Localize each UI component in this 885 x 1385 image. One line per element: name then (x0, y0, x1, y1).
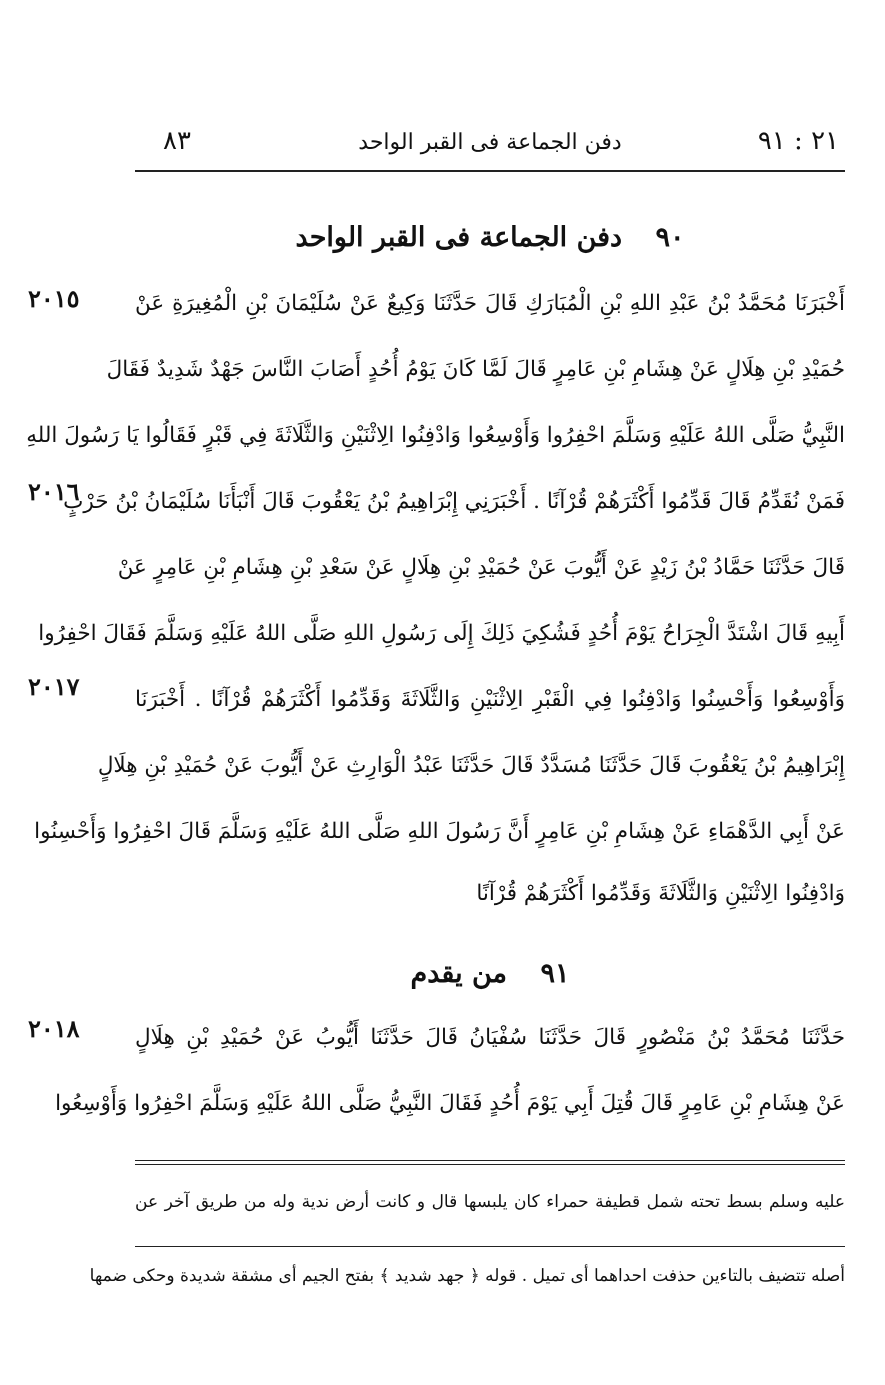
footnote-rule (135, 1246, 845, 1247)
section-heading-90 (135, 222, 845, 253)
footnote-line: عليه وسلم بسط تحته شمل قطيفة حمراء كان يلبسها قال و كانت أرض ندية وله من طريق آخر عن (135, 1192, 845, 1212)
section-number: ٩١ (540, 958, 570, 989)
running-title: دفن الجماعة فى القبر الواحد (358, 130, 622, 155)
text-line: فَمَنْ نُقَدِّمُ قَالَ قَدِّمُوا أَكْثَرَهُمْ قُرْآنًا . أَخْبَرَنِي إِبْرَاهِيمُ بْنُ يَعْقُوبَ قَالَ أَنْبَأَنَا سُلَيْمَانُ بْنُ حَرْبٍ (63, 489, 845, 514)
section-number: ٩٠ (655, 222, 685, 253)
text-line: حُمَيْدِ بْنِ هِلَالٍ عَنْ هِشَامِ بْنِ عَامِرٍ قَالَ لَمَّا كَانَ يَوْمُ أُحُدٍ أَصَابَ النَّاسَ جَهْدٌ شَدِيدٌ فَقَالَ (106, 357, 845, 382)
text-line: عَنْ هِشَامِ بْنِ عَامِرٍ قَالَ قُتِلَ أَبِي يَوْمَ أُحُدٍ فَقَالَ النَّبِيُّ صَلَّى اللهُ عَلَيْهِ وَسَلَّمَ احْفِرُوا وَأَوْسِعُوا (55, 1091, 845, 1116)
hadith-number-2016: ٢٠١٦ (28, 477, 80, 506)
page-number: ٨٣ (163, 126, 191, 156)
footnote-separator (135, 1160, 845, 1165)
hadith-number-2018: ٢٠١٨ (28, 1014, 80, 1043)
chapter-verse-reference: ٢١ : ٩١ (757, 126, 839, 156)
running-header (135, 118, 845, 170)
hadith-number-2015: ٢٠١٥ (28, 284, 80, 313)
hadith-number-2017: ٢٠١٧ (28, 672, 80, 701)
section-title: دفن الجماعة فى القبر الواحد (295, 222, 623, 253)
text-line: عَنْ أَبِي الدَّهْمَاءِ عَنْ هِشَامِ بْنِ عَامِرٍ أَنَّ رَسُولَ اللهِ صَلَّى اللهُ عَلَيْهِ وَسَلَّمَ قَالَ احْفِرُوا وَأَحْسِنُوا (34, 819, 845, 844)
header-rule (135, 170, 845, 172)
section-heading-91 (135, 958, 845, 989)
text-line: وَادْفِنُوا الِاثْنَيْنِ وَالثَّلَاثَةَ وَقَدِّمُوا أَكْثَرَهُمْ قُرْآنًا (476, 881, 845, 906)
text-line: النَّبِيُّ صَلَّى اللهُ عَلَيْهِ وَسَلَّمَ احْفِرُوا وَأَوْسِعُوا وَادْفِنُوا الِاثْنَيْنِ وَالثَّلَاثَةَ فِي قَبْرٍ فَقَالُوا يَا رَسُولَ اللهِ (26, 423, 845, 448)
footnote-line: أصله تتضيف بالتاءين حذفت احداهما أى تميل . قوله ﴿ جهد شديد ﴾ بفتح الجيم أى مشقة شديدة وحكى ضمها (89, 1266, 845, 1286)
text-line: أَبِيهِ قَالَ اشْتَدَّ الْجِرَاحُ يَوْمَ أُحُدٍ فَشُكِيَ ذَلِكَ إِلَى رَسُولِ اللهِ صَلَّى اللهُ عَلَيْهِ وَسَلَّمَ فَقَالَ احْفِرُوا (38, 621, 845, 646)
text-line: قَالَ حَدَّثَنَا حَمَّادُ بْنُ زَيْدٍ عَنْ أَيُّوبَ عَنْ حُمَيْدِ بْنِ هِلَالٍ عَنْ سَعْدِ بْنِ هِشَامِ بْنِ عَامِرٍ عَنْ (117, 555, 845, 580)
text-line: أَخْبَرَنَا مُحَمَّدُ بْنُ عَبْدِ اللهِ بْنِ الْمُبَارَكِ قَالَ حَدَّثَنَا وَكِيعٌ عَنْ سُلَيْمَانَ بْنِ الْمُغِيرَةِ عَنْ (135, 291, 845, 316)
text-line: وَأَوْسِعُوا وَأَحْسِنُوا وَادْفِنُوا فِي الْقَبْرِ الِاثْنَيْنِ وَالثَّلَاثَةَ وَقَدِّمُوا أَكْثَرَهُمْ قُرْآنًا . أَخْبَرَنَا (135, 687, 845, 712)
text-line: حَدَّثَنَا مُحَمَّدُ بْنُ مَنْصُورٍ قَالَ حَدَّثَنَا سُفْيَانُ قَالَ حَدَّثَنَا أَيُّوبُ عَنْ حُمَيْدِ بْنِ هِلَالٍ (135, 1025, 845, 1050)
text-line: إِبْرَاهِيمُ بْنُ يَعْقُوبَ قَالَ حَدَّثَنَا مُسَدَّدٌ قَالَ حَدَّثَنَا عَبْدُ الْوَارِثِ عَنْ أَيُّوبَ عَنْ حُمَيْدِ بْنِ هِلَالٍ (97, 753, 845, 778)
section-title: من يقدم (410, 958, 508, 989)
